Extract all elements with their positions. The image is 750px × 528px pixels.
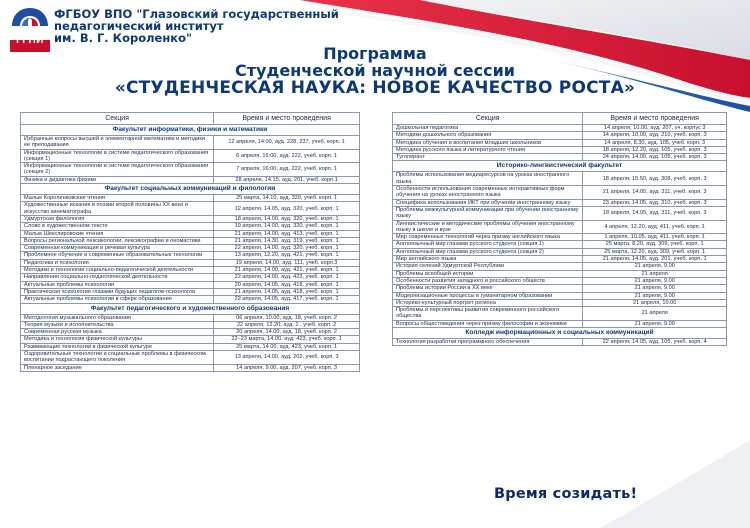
session-name: Методика русского языка и литературного чтения (393, 146, 583, 153)
session-name: Методики и технологии социально-педагогической деятельности (21, 267, 214, 274)
table-row (21, 336, 360, 343)
slogan: Время созидать! (494, 486, 638, 502)
faculty-title: Факультет социальных коммуникаций и филологии (21, 184, 360, 195)
table-row (393, 132, 727, 139)
table-row (393, 248, 727, 255)
table-row (393, 154, 727, 161)
session-name: Дошкольная педагогика (393, 125, 583, 132)
session-name: Современная русская музыка (21, 329, 214, 336)
table-row (21, 364, 360, 371)
table-row (21, 245, 360, 252)
session-time-place: 21 апреля, 9.00 (583, 263, 727, 270)
header-section: Секция (21, 113, 214, 125)
session-name: Особенности развития западного и российского обществ (393, 277, 583, 284)
session-time-place: 21 апреля (583, 270, 727, 277)
table-header-row (21, 113, 360, 125)
session-time-place: 21 апреля, 14.30, ауд. 319, учеб. корп. 1 (214, 237, 360, 244)
session-name: Развивающие технологии в физической культуре (21, 343, 214, 350)
table-row (393, 299, 727, 306)
table-row (21, 314, 360, 321)
session-name: Проблемы истории России в XX веке (393, 285, 583, 292)
session-name: Англоязычный мир глазами русского студента (секция 1) (393, 241, 583, 248)
session-name: Проблемы использования медиаресурсов на уроках иностранного языка (393, 172, 583, 186)
session-name: Физика и дидактика физики (21, 176, 214, 183)
faculty-title: Факультет информатики, физики и математики (21, 125, 360, 136)
session-time-place: 14 апреля, 8.30, ауд. 105, учеб. корп. 3 (583, 139, 727, 146)
institution-name (54, 8, 339, 44)
table-row (393, 146, 727, 153)
session-time-place: 20 апреля, 14.00, ауд. 18, учеб. корп. 2 (214, 329, 360, 336)
session-name: Особенности использования современных интерактивных форм обучения на уроках иностранного языка (393, 186, 583, 200)
session-name: Педагогика и психология (21, 259, 214, 266)
faculty-title: Колледж информационных и социальных коммуникаций (393, 328, 727, 339)
table-row (21, 215, 360, 222)
session-name: Слово в художественном тексте (21, 223, 214, 230)
session-time-place: 28 апреля, 14.15, ауд. 201, учеб. корп.1 (214, 176, 360, 183)
session-name: Вопросы региональной лексикологии, лексикографии и ономастики (21, 237, 214, 244)
session-time-place: 14 апреля, 10.00, ауд. 210, учеб. корп. 3 (583, 132, 727, 139)
table-row (393, 263, 727, 270)
session-name: Теория музыки и исполнительства (21, 321, 214, 328)
session-name: Проблемы межкультурной коммуникации при обучении иностранному языку (393, 206, 583, 220)
session-time-place: 14 апреля, 9.00, ауд. 207, учеб. корп. 3 (214, 364, 360, 371)
table-row (393, 277, 727, 284)
title-line-3: «СТУДЕНЧЕСКАЯ НАУКА: НОВОЕ КАЧЕСТВО РОСТА» (114, 78, 636, 98)
session-time-place: 22–23 марта, 14.00, ауд. 423, учеб. корп. 1 (214, 336, 360, 343)
faculty-section-row (21, 184, 360, 195)
session-name: Проблемы и перспективы развития современного российского общества (393, 307, 583, 321)
session-time-place: 22 апреля, 14.00, ауд. 320, учеб. корп. 1 (214, 245, 360, 252)
table-row (393, 172, 727, 186)
institution-line-2: педагогический институт (54, 19, 224, 33)
session-time-place: 21 апреля (583, 307, 727, 321)
table-row (21, 202, 360, 216)
session-name: Информационные технологии в системе педагогического образования (секция 1) (21, 149, 214, 163)
table-row (21, 351, 360, 365)
table-row (21, 321, 360, 328)
header-time-place: Время и место проведения (583, 113, 727, 125)
session-time-place: 21 апреля, 14.05, ауд. 418, учеб. корп. 1 (214, 288, 360, 295)
session-time-place: 21 апреля, 14.00, ауд. 421, учеб. корп. 1 (214, 267, 360, 274)
faculty-section-row (393, 328, 727, 339)
session-time-place: 22 апреля, 12.20, ауд. 1 , учеб. корп. 2 (214, 321, 360, 328)
faculty-section-row (21, 125, 360, 136)
session-time-place: 1 апреля, 10.05, ауд. 411, учеб. корп. 1 (583, 234, 727, 241)
table-row (21, 176, 360, 183)
session-name: Удмуртская филология (21, 215, 214, 222)
session-name: Художественные искания в поэзии второй половины XX века и искусство кинематографа (21, 202, 214, 216)
table-row (393, 220, 727, 234)
session-time-place: 20 апреля, 14.05, ауд. 418, учеб. корп. 1 (214, 281, 360, 288)
session-name: Актуальные проблемы психологии (21, 281, 214, 288)
session-time-place: 23 апреля, 14.05, ауд. 310, учеб. корп. 3 (583, 199, 727, 206)
table-row (21, 230, 360, 237)
session-name: Туголерант (393, 154, 583, 161)
table-row (21, 267, 360, 274)
session-name: Информационные технологии в системе педагогического образования (секция 2) (21, 163, 214, 177)
table-row (21, 223, 360, 230)
table-row (393, 292, 727, 299)
table-row (393, 256, 727, 263)
table-row (21, 259, 360, 266)
session-name: Малые Короленковские чтения (21, 195, 214, 202)
session-time-place: 21 апреля, 9.00 (583, 320, 727, 327)
logo-text: ГГПИ (16, 35, 44, 46)
table-row (21, 288, 360, 295)
header-section: Секция (393, 113, 583, 125)
faculty-section-row (393, 161, 727, 172)
table-row (21, 163, 360, 177)
table-row (21, 281, 360, 288)
header (0, 0, 750, 110)
session-name: История селений Удмуртской Республики (393, 263, 583, 270)
session-name: Лингвистические и методические проблемы обучения иностранному языку в школе и вузе (393, 220, 583, 234)
session-time-place: 22 апреля, 14.05, ауд. 417, учеб. корп. 1 (214, 296, 360, 303)
table-row (21, 252, 360, 259)
session-time-place: 19 апреля, 14.00, ауд. 320, учеб. корп. 1 (214, 223, 360, 230)
title-line-1: Программа (323, 44, 427, 63)
faculty-title: Историко-лингвистический факультет (393, 161, 727, 172)
right-program-table (392, 112, 727, 346)
session-time-place: 7 апреля, 16:00, ауд. 222, учеб. корп. 1 (214, 163, 360, 177)
table-row (393, 125, 727, 132)
session-time-place: 4 апреля, 12.20, ауд. 411, учеб. корп. 1 (583, 220, 727, 234)
table-row (393, 270, 727, 277)
session-name: Актуальные проблемы психологии в сфере образования (21, 296, 214, 303)
session-name: Модернизационные процессы в гуманитарном образовании (393, 292, 583, 299)
session-time-place: 22 апреля, 14.00, ауд. 423, учеб. корп. 1 (214, 274, 360, 281)
session-time-place: 18 апреля, 14.00, ауд. 320, учеб. корп. 1 (214, 215, 360, 222)
table-row (393, 241, 727, 248)
faculty-section-row (21, 303, 360, 314)
session-time-place: 21 апреля, 9.00 (583, 285, 727, 292)
table-header-row (393, 113, 727, 125)
session-time-place: 21 апреля, 9.00 (583, 277, 727, 284)
table-row (393, 206, 727, 220)
session-time-place: 13 апреля, 14.00, ауд. 202, учеб. корп. 3 (214, 351, 360, 365)
session-name: Методики дошкольного образования (393, 132, 583, 139)
session-time-place: 22 апреля, 14.05, ауд. 105, учеб. корп. 4 (583, 339, 727, 346)
table-row (393, 234, 727, 241)
session-time-place: 18 апреля, 14.05, ауд. 311, учеб. корп. 3 (583, 206, 727, 220)
session-name: Технология разработки программного обеспечения (393, 339, 583, 346)
table-row (393, 285, 727, 292)
session-time-place: 21 апреля, 10.00 (583, 299, 727, 306)
table-row (21, 149, 360, 163)
title-line-2: Студенческой научной сессии (234, 61, 516, 80)
table-row (393, 320, 727, 327)
faculty-title: Факультет педагогического и художественного образования (21, 303, 360, 314)
session-name: Малые Шекспировские чтения (21, 230, 214, 237)
table-row (21, 237, 360, 244)
table-row (393, 199, 727, 206)
table-row (393, 307, 727, 321)
session-name: Англоязычный мир глазами русского студента (секция 2) (393, 248, 583, 255)
session-name: Практическая психология глазами будущих педагогов-психологов (21, 288, 214, 295)
session-name: Направления социально-педагогической деятельности (21, 274, 214, 281)
session-time-place: 21 апреля, 14.05, ауд. 311, учеб. корп. 3 (583, 186, 727, 200)
session-name: Проблемы всеобщей истории (393, 270, 583, 277)
table-row (393, 139, 727, 146)
session-time-place: 24 апреля, 14.00, ауд. 105, учеб. корп. 3 (583, 154, 727, 161)
session-time-place: 6 апреля, 16:00, ауд. 222, учеб. корп. 1 (214, 149, 360, 163)
session-time-place: 25 марта, 14.00, ауд. 423, учеб. корп. 1 (214, 343, 360, 350)
institution-line-3: им. В. Г. Короленко" (54, 31, 192, 45)
session-name: Избранные вопросы высшей и элементарной математики и методики ее преподавания (21, 136, 214, 150)
session-name: Историко-культурный портрет региона (393, 299, 583, 306)
session-time-place: 12 апреля, 14:00, ауд. 228, 237, учеб. корп. 1 (214, 136, 360, 150)
program-title (0, 45, 750, 98)
table-row (21, 195, 360, 202)
table-row (393, 186, 727, 200)
session-time-place: 25 марта, 14.10, ауд. 320, учеб. корп. 1 (214, 195, 360, 202)
session-name: Специфика использования ИКТ при обучении иностранному языку (393, 199, 583, 206)
left-program-table (20, 112, 360, 372)
session-name: Мир современных технологий через призму английского языка (393, 234, 583, 241)
table-row (393, 339, 727, 346)
session-time-place: 06 апреля, 10.00, ауд. 18, учеб. корп. 2 (214, 314, 360, 321)
session-name: Методология музыкального образования (21, 314, 214, 321)
session-name: Современная коммуникация и речевая культура (21, 245, 214, 252)
table-row (21, 296, 360, 303)
session-time-place: 25 марта, 8.20, ауд. 309, учеб. корп. 1 (583, 241, 727, 248)
session-name: Оздоровительные технологии и социальные проблемы в физическом воспитании подрастающего поколения (21, 351, 214, 365)
table-row (21, 343, 360, 350)
session-time-place: 13 апреля, 12.20, ауд. 421, учеб. корп. 1 (214, 252, 360, 259)
table-row (21, 274, 360, 281)
session-time-place: 14 апреля, 10.00, ауд. 207, уч. корпус 3 (583, 125, 727, 132)
session-time-place: 12 апреля, 14.05, ауд. 320, учеб. корп. 1 (214, 202, 360, 216)
session-time-place: 21 апреля, 14.00, ауд. 413, учеб. корп. 1 (214, 230, 360, 237)
session-name: Методика и технология физической культуры (21, 336, 214, 343)
session-name: Мир английского языка (393, 256, 583, 263)
session-time-place: 25 марта, 12.20, ауд. 309, учеб. корп. 1 (583, 248, 727, 255)
session-name: Методика обучения и воспитания младших школьников (393, 139, 583, 146)
session-name: Вопросы общестоведения через призму философии и экономики (393, 320, 583, 327)
session-time-place: 18 апреля, 12.20, ауд. 105, учеб. корп. 3 (583, 146, 727, 153)
session-name: Пленарное заседание (21, 364, 214, 371)
session-time-place: 19 апреля, 14.00, ауд. 111, учеб. корп.3 (214, 259, 360, 266)
table-row (21, 329, 360, 336)
institution-line-1: ФГБОУ ВПО "Глазовский государственный (54, 7, 339, 21)
session-time-place: 21 апреля, 14.05, ауд. 201, учеб. корп. 1 (583, 256, 727, 263)
header-time-place: Время и место проведения (214, 113, 360, 125)
session-time-place: 21 апреля, 9.00 (583, 292, 727, 299)
session-name: Проблемное обучение и современные образовательные технологии (21, 252, 214, 259)
table-row (21, 136, 360, 150)
session-time-place: 18 апреля, 15.50, ауд. 308, учеб. корп. 3 (583, 172, 727, 186)
